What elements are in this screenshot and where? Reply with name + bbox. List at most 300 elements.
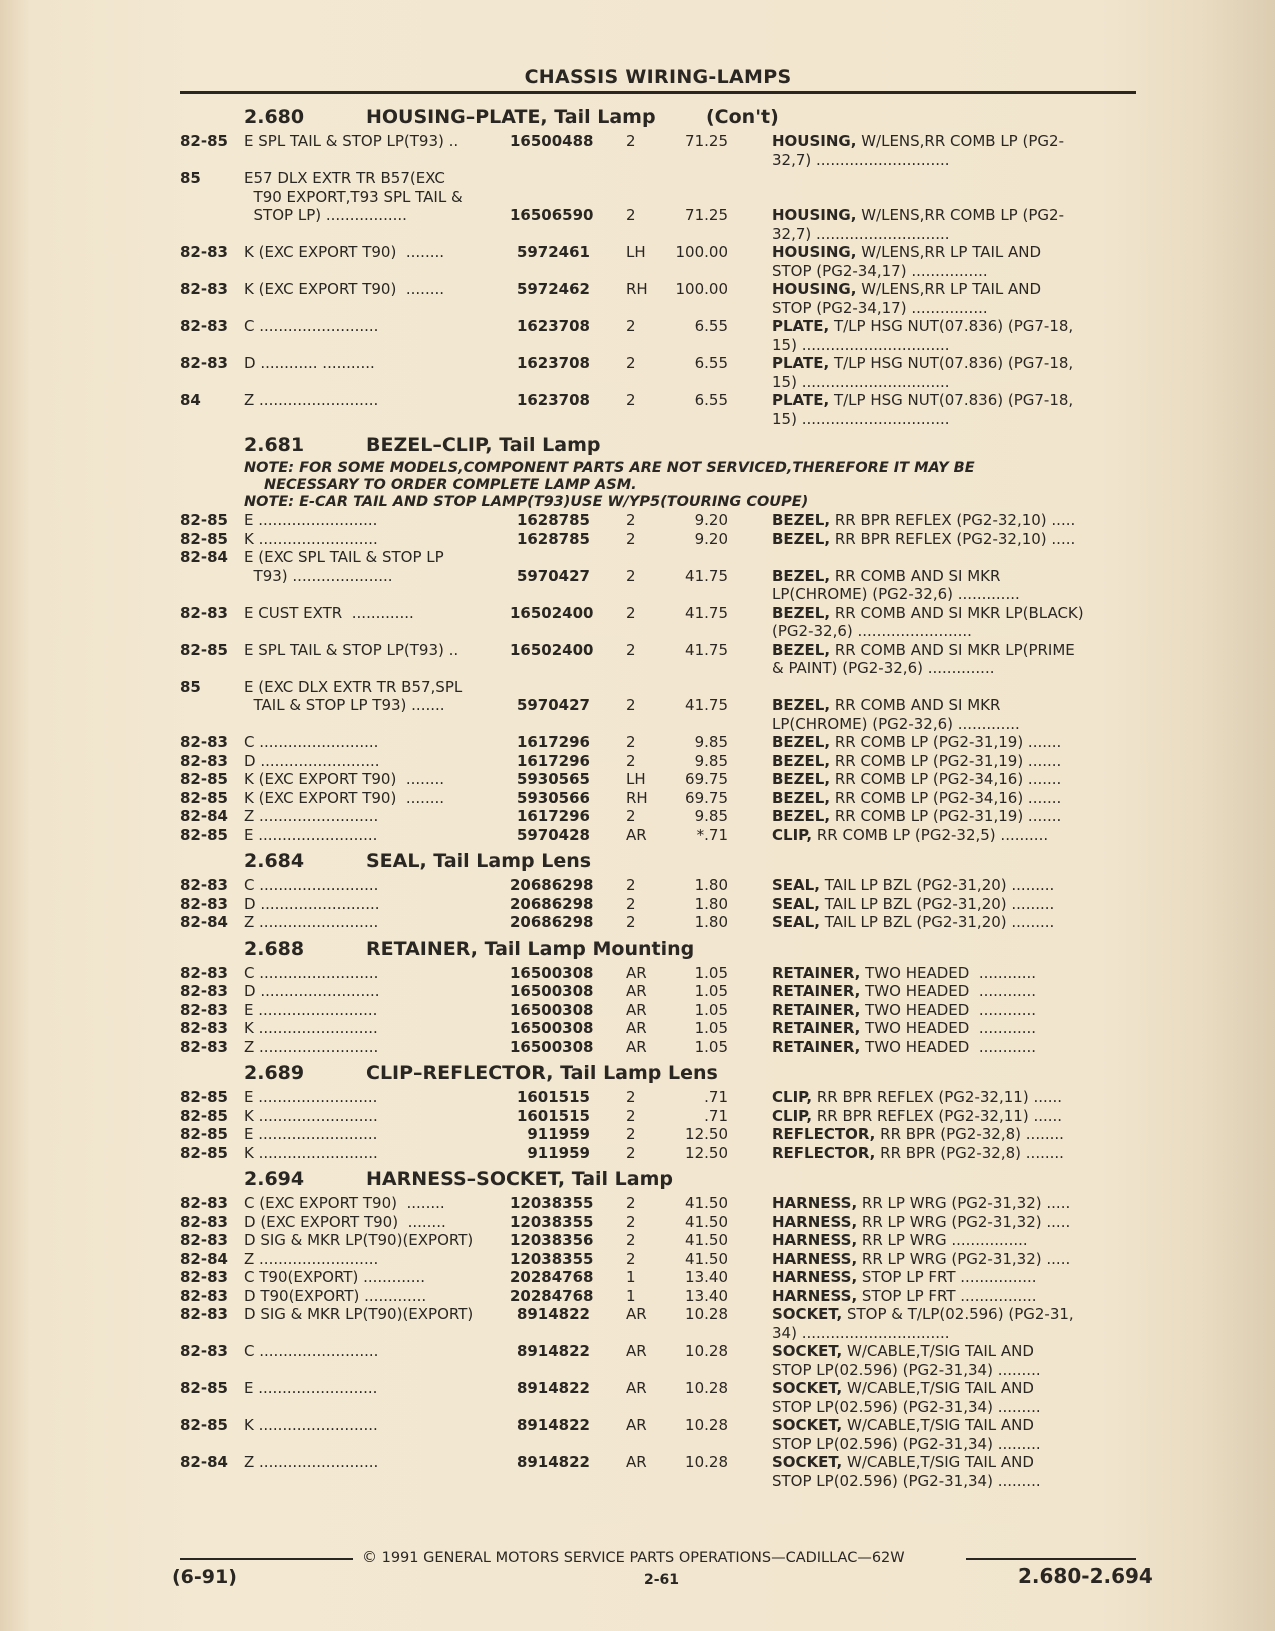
description-line xyxy=(772,789,1136,808)
application xyxy=(244,895,504,914)
application-line: E CUST EXTR ............. xyxy=(244,603,414,622)
part-number: 1628785 xyxy=(516,511,590,529)
description xyxy=(772,913,1136,932)
description-line xyxy=(772,895,1136,914)
application-line: D ............ ........... xyxy=(244,354,375,372)
year-range: 82-83 xyxy=(180,751,228,770)
description-line xyxy=(772,317,1136,336)
price: 6.55 xyxy=(694,317,728,335)
application xyxy=(244,530,504,549)
copyright-icon: © xyxy=(362,1548,377,1566)
note-line: NOTE: FOR SOME MODELS,COMPONENT PARTS ARE NOT SERVICED,THEREFORE IT MAY BE xyxy=(244,460,975,476)
description-noun: RETAINER, xyxy=(772,1019,861,1037)
table-row xyxy=(180,752,1140,771)
year-range: 82-83 xyxy=(180,354,228,372)
section-title: SEAL, Tail Lamp Lens xyxy=(366,850,592,872)
description-text: STOP LP FRT ................ xyxy=(857,1268,1037,1286)
year-range: 82-83 xyxy=(180,243,228,261)
description xyxy=(772,1213,1136,1232)
price: 1.05 xyxy=(694,982,728,1000)
table-row xyxy=(180,678,1140,734)
quantity: AR xyxy=(626,1000,647,1019)
table-row xyxy=(180,1107,1140,1126)
year-range: 82-85 xyxy=(180,770,228,788)
quantity: 2 xyxy=(626,1231,636,1249)
table-row xyxy=(180,1416,1140,1453)
description xyxy=(772,1287,1136,1306)
price: 41.75 xyxy=(685,566,728,585)
description-line: 32,7) ............................ xyxy=(772,150,950,169)
part-number: 1623708 xyxy=(516,354,590,372)
description-line xyxy=(772,1194,1136,1213)
table-row xyxy=(180,1019,1140,1038)
description-text: RR COMB AND SI MKR LP(BLACK) xyxy=(830,603,1084,622)
application-line: K (EXC EXPORT T90) ........ xyxy=(244,788,445,807)
application xyxy=(244,1125,504,1144)
description-text: TAIL LP BZL (PG2-31,20) ......... xyxy=(819,876,1055,894)
description-noun: CLIP, xyxy=(772,825,813,844)
description xyxy=(772,1453,1136,1490)
description-line: 32,7) ............................ xyxy=(772,224,950,243)
year-range: 82-83 xyxy=(180,603,228,622)
description-noun: SEAL, xyxy=(772,913,820,931)
application-line: T93) ..................... xyxy=(244,566,393,585)
description-text: RR BPR REFLEX (PG2-32,10) ..... xyxy=(830,529,1076,548)
year-range: 82-84 xyxy=(180,548,228,566)
application-line: E ......................... xyxy=(244,1379,378,1397)
description-line: STOP LP(02.596) (PG2-31,34) ......... xyxy=(772,1360,1041,1379)
description-noun: BEZEL, xyxy=(772,733,831,751)
description-noun: HARNESS, xyxy=(772,1286,858,1305)
application-line: E ......................... xyxy=(244,1000,378,1019)
description-text: RR BPR REFLEX (PG2-32,10) ..... xyxy=(830,511,1076,529)
description-text: TWO HEADED ............ xyxy=(860,1019,1037,1037)
description-noun: BEZEL, xyxy=(772,788,831,807)
description xyxy=(772,1231,1136,1250)
note-line: NECESSARY TO ORDER COMPLETE LAMP ASM. xyxy=(264,477,637,493)
quantity: 2 xyxy=(626,1194,636,1212)
application-line: E57 DLX EXTR TR B57(EXC xyxy=(244,169,445,187)
description-line xyxy=(772,641,1136,660)
price: 1.80 xyxy=(694,894,728,913)
description-noun: HOUSING, xyxy=(772,243,857,261)
section-2-688 xyxy=(180,938,1140,1057)
description-line xyxy=(772,807,1136,826)
application xyxy=(244,913,504,932)
price: 1.05 xyxy=(694,1000,728,1019)
description-line: STOP (PG2-34,17) ................ xyxy=(772,261,988,280)
table-row xyxy=(180,641,1140,678)
description xyxy=(772,1379,1136,1416)
year-range: 82-83 xyxy=(180,1342,228,1360)
year-range: 82-85 xyxy=(180,1379,228,1397)
application-line: K (EXC EXPORT T90) ........ xyxy=(244,280,445,298)
quantity: AR xyxy=(626,1305,647,1323)
description-noun: CLIP, xyxy=(772,1088,813,1106)
price: 41.75 xyxy=(685,696,728,714)
application xyxy=(244,1088,504,1107)
description xyxy=(772,789,1136,808)
price: *.71 xyxy=(696,825,728,844)
description-line xyxy=(772,530,1136,549)
part-number: 5970427 xyxy=(516,566,590,585)
price: 9.85 xyxy=(694,807,728,825)
price: 69.75 xyxy=(685,770,728,788)
description xyxy=(772,132,1136,169)
description-line xyxy=(772,1144,1136,1163)
description-text: W/LENS,RR LP TAIL AND xyxy=(856,280,1042,298)
application-line: D ......................... xyxy=(244,982,380,1000)
description-noun: HOUSING, xyxy=(772,132,857,150)
section-heading xyxy=(180,1062,1140,1088)
part-number: 8914822 xyxy=(516,1453,590,1471)
table-row xyxy=(180,1342,1140,1379)
part-number: 12038356 xyxy=(510,1231,594,1249)
application xyxy=(244,1305,504,1324)
part-number: 20686298 xyxy=(510,894,594,913)
description-text: RR BPR (PG2-32,8) ........ xyxy=(875,1143,1064,1162)
application-line: C ......................... xyxy=(244,1342,379,1360)
description-noun: BEZEL, xyxy=(772,807,831,825)
application xyxy=(244,1213,504,1232)
section-title: HOUSING–PLATE, Tail Lamp xyxy=(366,106,656,128)
description-line xyxy=(772,604,1136,623)
description-line xyxy=(772,876,1136,895)
quantity: 2 xyxy=(626,1106,636,1125)
year-range: 82-83 xyxy=(180,733,228,751)
quantity: AR xyxy=(626,1453,647,1471)
description-text: STOP & T/LP(02.596) (PG2-31, xyxy=(842,1305,1074,1323)
application-line: E (EXC SPL TAIL & STOP LP xyxy=(244,548,444,566)
table-row xyxy=(180,1268,1140,1287)
section-number: 2.680 xyxy=(244,106,305,128)
part-number: 5972462 xyxy=(516,280,590,298)
section-title: HARNESS–SOCKET, Tail Lamp xyxy=(366,1168,673,1190)
description-line xyxy=(772,1287,1136,1306)
quantity: AR xyxy=(626,1037,647,1056)
description xyxy=(772,982,1136,1001)
quantity: 1 xyxy=(626,1286,636,1305)
application xyxy=(244,1019,504,1038)
application-line: Z ......................... xyxy=(244,913,379,931)
part-number: 1623708 xyxy=(516,391,590,409)
description-noun: SOCKET, xyxy=(772,1305,843,1323)
application xyxy=(244,1379,504,1398)
application xyxy=(244,752,504,771)
price: 71.25 xyxy=(685,206,728,224)
quantity: AR xyxy=(626,825,647,844)
application-line: K ......................... xyxy=(244,1143,378,1162)
description-line xyxy=(772,391,1136,410)
description-text: RR BPR (PG2-32,8) ........ xyxy=(875,1125,1064,1143)
part-number: 16506590 xyxy=(510,206,594,224)
application xyxy=(244,876,504,895)
part-number: 12038355 xyxy=(510,1249,594,1268)
description-line xyxy=(772,733,1136,752)
table-row xyxy=(180,1194,1140,1213)
quantity: 2 xyxy=(626,640,636,659)
table-row xyxy=(180,1231,1140,1250)
description-noun: RETAINER, xyxy=(772,1037,861,1056)
quantity: 2 xyxy=(626,894,636,913)
description-text: RR LP WRG ................ xyxy=(857,1231,1028,1249)
description-text: T/LP HSG NUT(07.836) (PG7-18, xyxy=(829,317,1074,335)
quantity: 2 xyxy=(626,206,636,224)
application-line: C ......................... xyxy=(244,733,379,751)
quantity: 2 xyxy=(626,1212,636,1231)
description-line xyxy=(772,1250,1136,1269)
price: 13.40 xyxy=(685,1286,728,1305)
table-row xyxy=(180,354,1140,391)
section-number: 2.694 xyxy=(244,1168,305,1190)
part-number: 5930565 xyxy=(516,770,590,788)
description-text: RR LP WRG (PG2-31,32) ..... xyxy=(857,1212,1071,1231)
part-number: 1601515 xyxy=(516,1088,590,1106)
application xyxy=(244,317,504,336)
year-range: 82-85 xyxy=(180,640,228,659)
description-line: & PAINT) (PG2-32,6) .............. xyxy=(772,659,995,677)
application-line: D (EXC EXPORT T90) ........ xyxy=(244,1212,446,1231)
price: 100.00 xyxy=(675,243,728,261)
price: 9.20 xyxy=(694,529,728,548)
description-text: T/LP HSG NUT(07.836) (PG7-18, xyxy=(829,391,1074,409)
year-range: 82-83 xyxy=(180,963,228,982)
application xyxy=(244,391,504,410)
part-number: 16502400 xyxy=(510,640,594,659)
part-number: 16500308 xyxy=(510,982,594,1000)
description-line xyxy=(772,1231,1136,1250)
table-row xyxy=(180,913,1140,932)
application xyxy=(244,641,504,660)
table-row xyxy=(180,1088,1140,1107)
description-noun: HARNESS, xyxy=(772,1231,858,1249)
description-noun: SEAL, xyxy=(772,894,820,913)
application-line: Z ......................... xyxy=(244,1249,379,1268)
part-number: 20686298 xyxy=(510,913,594,931)
description-line xyxy=(772,280,1136,299)
part-number: 16500308 xyxy=(510,1037,594,1056)
application-line: D T90(EXPORT) ............. xyxy=(244,1286,427,1305)
description-line xyxy=(772,752,1136,771)
section-continued: (Con't) xyxy=(706,106,779,128)
application xyxy=(244,678,504,715)
description-line xyxy=(772,243,1136,262)
description-noun: BEZEL, xyxy=(772,751,831,770)
description xyxy=(772,354,1136,391)
description xyxy=(772,1268,1136,1287)
table-row xyxy=(180,1287,1140,1306)
application xyxy=(244,169,504,225)
part-number: 20686298 xyxy=(510,876,594,894)
description-line xyxy=(772,132,1136,151)
description-text: TWO HEADED ............ xyxy=(860,982,1037,1000)
table-row xyxy=(180,1213,1140,1232)
description-noun: SOCKET, xyxy=(772,1416,843,1434)
application xyxy=(244,770,504,789)
description xyxy=(772,733,1136,752)
year-range: 82-83 xyxy=(180,1194,228,1212)
application xyxy=(244,807,504,826)
description xyxy=(772,1107,1136,1126)
parts-listing xyxy=(180,106,1140,1496)
description-text: W/CABLE,T/SIG TAIL AND xyxy=(842,1342,1034,1360)
application xyxy=(244,354,504,373)
description-line xyxy=(772,1107,1136,1126)
part-number: 8914822 xyxy=(516,1416,590,1434)
section-title: CLIP–REFLECTOR, Tail Lamp Lens xyxy=(366,1062,718,1084)
description xyxy=(772,1144,1136,1163)
year-range: 82-85 xyxy=(180,1143,228,1162)
year-range: 82-85 xyxy=(180,1088,228,1106)
price: 9.85 xyxy=(694,733,728,751)
description xyxy=(772,604,1136,641)
description-line: 15) ............................... xyxy=(772,409,950,428)
description xyxy=(772,206,1136,243)
description-text: RR BPR REFLEX (PG2-32,11) ...... xyxy=(812,1106,1063,1125)
price: 41.50 xyxy=(685,1194,728,1212)
description-noun: BEZEL, xyxy=(772,640,831,659)
application xyxy=(244,1453,504,1472)
description xyxy=(772,641,1136,678)
price: 10.28 xyxy=(685,1342,728,1360)
part-number: 16500308 xyxy=(510,963,594,982)
description-text: TAIL LP BZL (PG2-31,20) ......... xyxy=(819,894,1055,913)
year-range: 82-85 xyxy=(180,788,228,807)
description-text: TWO HEADED ............ xyxy=(860,963,1037,982)
description-text: TWO HEADED ............ xyxy=(860,1000,1037,1019)
year-range: 82-83 xyxy=(180,280,228,298)
price: 1.05 xyxy=(694,963,728,982)
description-line: LP(CHROME) (PG2-32,6) ............. xyxy=(772,585,1020,603)
table-row xyxy=(180,982,1140,1001)
description-line: LP(CHROME) (PG2-32,6) ............. xyxy=(772,714,1020,733)
description-line xyxy=(772,696,1136,715)
table-row xyxy=(180,1250,1140,1269)
description-line: STOP (PG2-34,17) ................ xyxy=(772,298,988,317)
price: 69.75 xyxy=(685,788,728,807)
year-range: 82-83 xyxy=(180,1268,228,1286)
application xyxy=(244,789,504,808)
year-range: 82-83 xyxy=(180,1212,228,1231)
copyright-text: 1991 GENERAL MOTORS SERVICE PARTS OPERATIONS—CADILLAC—62W xyxy=(381,1550,905,1566)
description-text: RR BPR REFLEX (PG2-32,11) ...... xyxy=(812,1088,1063,1106)
description-text: RR COMB LP (PG2-34,16) ....... xyxy=(830,788,1062,807)
application-line: K ......................... xyxy=(244,529,378,548)
description-line xyxy=(772,206,1136,225)
price: .71 xyxy=(704,1106,728,1125)
application-line: E SPL TAIL & STOP LP(T93) .. xyxy=(244,640,459,659)
part-number: 5972461 xyxy=(516,243,590,261)
section-number: 2.684 xyxy=(244,850,305,872)
description-noun: HARNESS, xyxy=(772,1268,858,1286)
part-number: 8914822 xyxy=(516,1305,590,1323)
quantity: LH xyxy=(626,770,646,788)
description-line xyxy=(772,1453,1136,1472)
description-line xyxy=(772,1305,1136,1324)
quantity: 2 xyxy=(626,603,636,622)
description-noun: REFLECTOR, xyxy=(772,1143,876,1162)
year-range: 82-83 xyxy=(180,982,228,1000)
application-line: Z ......................... xyxy=(244,1037,379,1056)
application xyxy=(244,1416,504,1435)
description xyxy=(772,1305,1136,1342)
quantity: RH xyxy=(626,788,648,807)
description-line xyxy=(772,567,1136,586)
part-number: 5930566 xyxy=(516,788,590,807)
price: 1.80 xyxy=(694,876,728,894)
application-line: K ......................... xyxy=(244,1019,378,1037)
section-title: BEZEL–CLIP, Tail Lamp xyxy=(366,434,601,456)
application-line: K (EXC EXPORT T90) ........ xyxy=(244,243,445,261)
description xyxy=(772,876,1136,895)
application-line: D ......................... xyxy=(244,894,380,913)
description xyxy=(772,1342,1136,1379)
description-noun: BEZEL, xyxy=(772,511,831,529)
price: .71 xyxy=(704,1088,728,1106)
table-row xyxy=(180,733,1140,752)
description-text: RR COMB AND SI MKR xyxy=(830,696,1001,714)
application-line: C T90(EXPORT) ............. xyxy=(244,1268,426,1286)
application xyxy=(244,1144,504,1163)
table-row xyxy=(180,280,1140,317)
quantity: 2 xyxy=(626,132,636,150)
description xyxy=(772,1001,1136,1020)
quantity: AR xyxy=(626,963,647,982)
table-row xyxy=(180,1305,1140,1342)
section-2-680 xyxy=(180,106,1140,428)
section-2-684 xyxy=(180,850,1140,932)
description-line: 34) ............................... xyxy=(772,1323,950,1342)
section-heading xyxy=(180,938,1140,964)
quantity: 2 xyxy=(626,529,636,548)
price: 71.25 xyxy=(685,132,728,150)
part-number: 8914822 xyxy=(516,1342,590,1360)
quantity: 2 xyxy=(626,1088,636,1106)
price: 10.28 xyxy=(685,1305,728,1323)
table-row xyxy=(180,789,1140,808)
description xyxy=(772,530,1136,549)
table-row xyxy=(180,964,1140,983)
description xyxy=(772,770,1136,789)
application-line: K (EXC EXPORT T90) ........ xyxy=(244,770,445,788)
application xyxy=(244,280,504,299)
section-number: 2.681 xyxy=(244,434,305,456)
description-noun: PLATE, xyxy=(772,317,830,335)
year-range: 82-85 xyxy=(180,1125,228,1143)
price: 6.55 xyxy=(694,391,728,409)
application-line: TAIL & STOP LP T93) ....... xyxy=(244,696,445,714)
part-number: 12038355 xyxy=(510,1212,594,1231)
description xyxy=(772,511,1136,530)
note-line: NOTE: E-CAR TAIL AND STOP LAMP(T93)USE W/YP5(TOURING COUPE) xyxy=(244,494,809,510)
part-number: 1623708 xyxy=(516,317,590,335)
description-line xyxy=(772,1038,1136,1057)
part-number: 12038355 xyxy=(510,1194,594,1212)
table-row xyxy=(180,770,1140,789)
description-text: RR LP WRG (PG2-31,32) ..... xyxy=(857,1249,1071,1268)
year-range: 82-85 xyxy=(180,511,228,529)
year-range: 85 xyxy=(180,169,201,187)
application-line: T90 EXPORT,T93 SPL TAIL & xyxy=(244,187,463,206)
quantity: 2 xyxy=(626,1143,636,1162)
description-line xyxy=(772,913,1136,932)
section-title: RETAINER, Tail Lamp Mounting xyxy=(366,937,695,960)
description xyxy=(772,280,1136,317)
description-noun: HOUSING, xyxy=(772,280,857,298)
application xyxy=(244,982,504,1001)
year-range: 82-85 xyxy=(180,529,228,548)
description-line xyxy=(772,1416,1136,1435)
